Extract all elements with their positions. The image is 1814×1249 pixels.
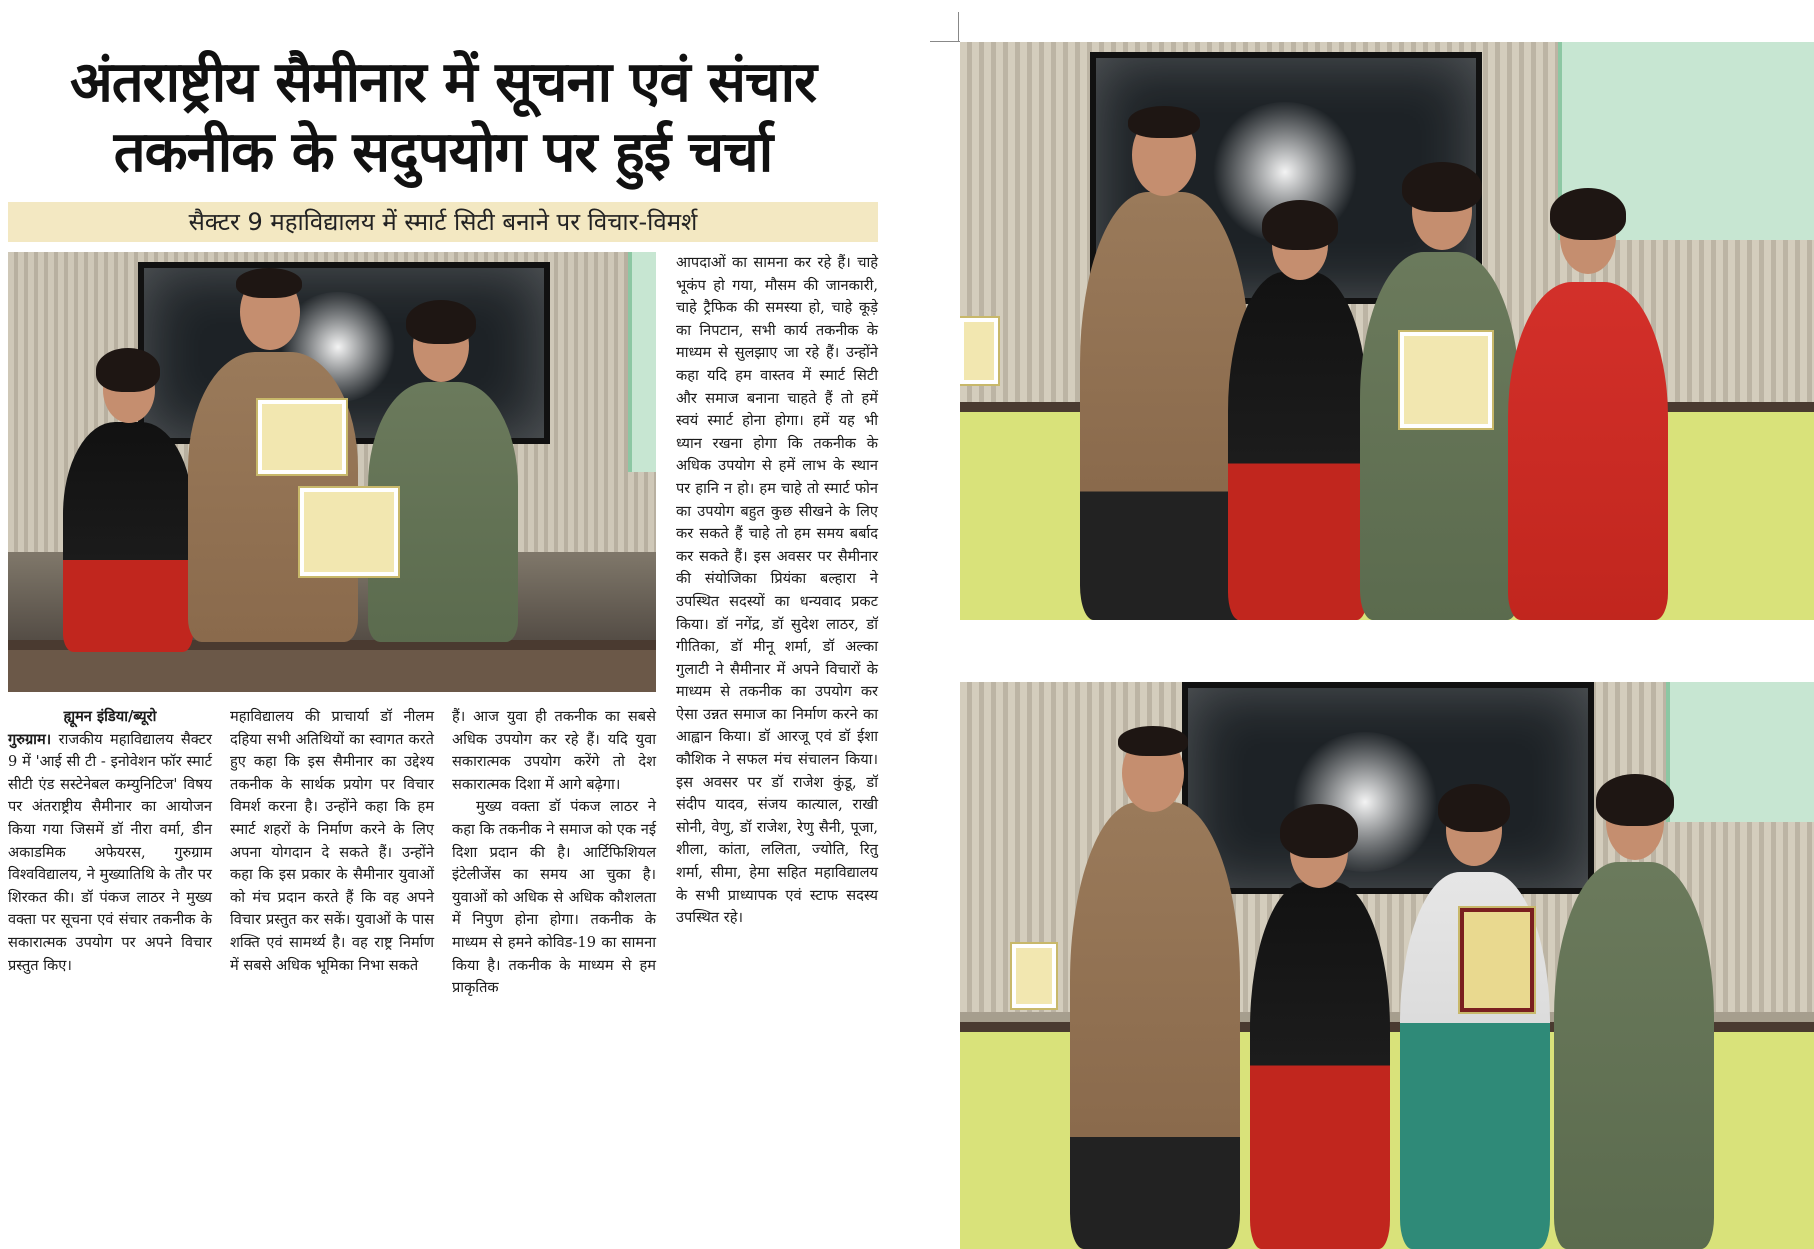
woman-in-red-saree [1508,282,1668,620]
crop-mark-horizontal [930,41,960,42]
column-1-text: राजकीय महाविद्यालय सैक्टर 9 में 'आई सी टी - इनोवेशन फॉर स्मार्ट सीटी एंड सस्टेनेबल कम्युनिटिज' विषय पर अंतराष्ट्रीय सैमीनार का आयोजन किया गया जिसमें डॉ नीरा वर्मा, डीन अकाडमिक अफेयरस, गुरुग्राम विश्वविद्यालय, ने मुख्यातिथि के तौर पर शिरकत की। डॉ पंकज लाठर ने मुख्य वक्ता पर सूचना एवं संचार तकनीक के सकारात्मक उपयोग पर अपने विचार प्रस्तुत किए। [8,730,212,974]
memento-plaque [258,400,346,474]
award-ceremony-photo [960,682,1814,1249]
article-headline [8,48,878,188]
seminar-felicitation-photo [8,252,656,692]
woman-in-black-jacket [1228,272,1368,620]
headline-line-1: अंतराष्ट्रीय सैमीनार में सूचना एवं संचार [69,50,817,115]
article-column-2 [230,706,434,977]
crop-mark-vertical [958,12,959,42]
woman-in-green-saree [1554,862,1714,1249]
hair [1280,804,1358,858]
woman-in-black-jacket [63,422,193,652]
woman-in-black-jacket [1250,882,1390,1249]
hair [96,348,160,392]
plaque-presentation-photo [960,42,1814,620]
hair [1128,106,1200,138]
hair [1596,774,1674,826]
memento-plaque [1012,944,1056,1008]
memento-plaque [1460,908,1534,1012]
article-subheadline: सैक्टर 9 महाविद्यालय में स्मार्ट सिटी बनाने पर विचार-विमर्श [8,202,878,242]
column-3-paragraph-1: हैं। आज युवा ही तकनीक का सबसे अधिक उपयोग कर रहे हैं। यदि युवा सकारात्मक उपयोग करेंगे तो देश सकारात्मक दिशा में आगे बढ़ेगा। [452,708,656,793]
woman-in-green-saree [1360,252,1520,620]
column-4-text: आपदाओं का सामना कर रहे हैं। चाहे भूकंप हो गया, मौसम की जानकारी, चाहे ट्रैफिक की समस्या हो, चाहे कूड़े का निपटान, सभी कार्य तकनीक के माध्यम से सुलझाए जा रहे हैं। उन्होंने कहा यदि हम वास्तव में स्मार्ट सिटी और समाज बनाना चाहते हैं तो हमें स्वयं स्मार्ट होना होगा। हमें यह भी ध्यान रखना होगा कि तकनीक के अधिक उपयोग से हमें लाभ के स्थान पर हानि न हो। हम चाहे तो स्मार्ट फोन का उपयोग बहुत कुछ सीखने के लिए कर सकते हैं चाहे तो हम समय बर्बाद कर सकते हैं। इस अवसर पर सैमीनार की संयोजिका प्रियंका बल्हारा ने उपस्थित सदस्यों का धन्यवाद प्रकट किया। डॉ नगेंद्र, डॉ सुदेश लाठर, डॉ गीतिका, डॉ मीनू शर्मा, डॉ अल्का गुलाटी ने सैमीनार में अपने विचारों के माध्यम से तकनीक का उपयोग कर ऐसा उन्नत समाज का निर्माण करने का आह्वान किया। डॉ आरजू एवं डॉ ईशा कौशिक ने सफल मंच संचालन किया। इस अवसर पर डॉ राजेश कुंडू, डॉ संदीप यादव, संजय कात्याल, राखी सोनी, वेणु, डॉ राजेश, रेणु सैनी, पूजा, शीला, कांता, ललिता, ज्योति, रितु शर्मा, सीमा, हेमा सहित महाविद्यालय के सभी प्राध्यापक एवं स्टाफ सदस्य उपस्थित रहे। [676,254,878,927]
column-3-paragraph-2: मुख्य वक्ता डॉ पंकज लाठर ने कहा कि तकनीक ने समाज को एक नई दिशा प्रदान की है। आर्टिफिशियल इंटेलीजेंस का समय आ चुका है। युवाओं को अधिक से अधिक कौशलता में निपुण होना होगा। तकनीक के माध्यम से हमने कोविड-19 का सामना किया है। तकनीक के माध्यम से हम प्राकृतिक [452,798,656,997]
hair [406,300,476,344]
dateline: गुरुग्राम। [8,730,52,748]
article-column-4 [676,252,878,930]
byline: ह्यूमन इंडिया/ब्यूरो [63,708,157,725]
article-column-1 [8,706,212,977]
hair [1550,188,1626,240]
hair [1438,784,1510,832]
headline-line-2: तकनीक के सदुपयोग पर हुई चर्चा [113,120,773,185]
hair [1402,162,1482,212]
side-banner [628,252,656,472]
memento-plaque [300,488,398,576]
hair [236,268,302,298]
column-2-text: महाविद्यालय की प्राचार्या डॉ नीलम दहिया सभी अतिथियों का स्वागत करते हुए कहा कि इस सैमीनार का उद्देश्य तकनीक के सार्थक प्रयोग पर विचार विमर्श करना है। उन्होंने कहा कि हम स्मार्ट शहरों के निर्माण करने के लिए अपना योगदान दे सकते हैं। उन्होंने कहा कि इस प्रकार के सैमीनार युवाओं को मंच प्रदान करते हैं कि वह अपने विचार प्रस्तुत कर सकें। युवाओं के पास शक्ति एवं सामर्थ्य है। वह राष्ट्र निर्माण में सबसे अधिक भूमिका निभा सकते [230,708,434,974]
article-column-3 [452,706,656,1000]
memento-plaque [1400,332,1492,428]
seminar-banner [1666,682,1814,822]
man-in-tweed-jacket [1080,192,1250,620]
man-in-tweed-jacket [1070,802,1240,1249]
hair [1118,726,1188,756]
hair [1262,200,1338,250]
memento-plaque [960,318,998,384]
